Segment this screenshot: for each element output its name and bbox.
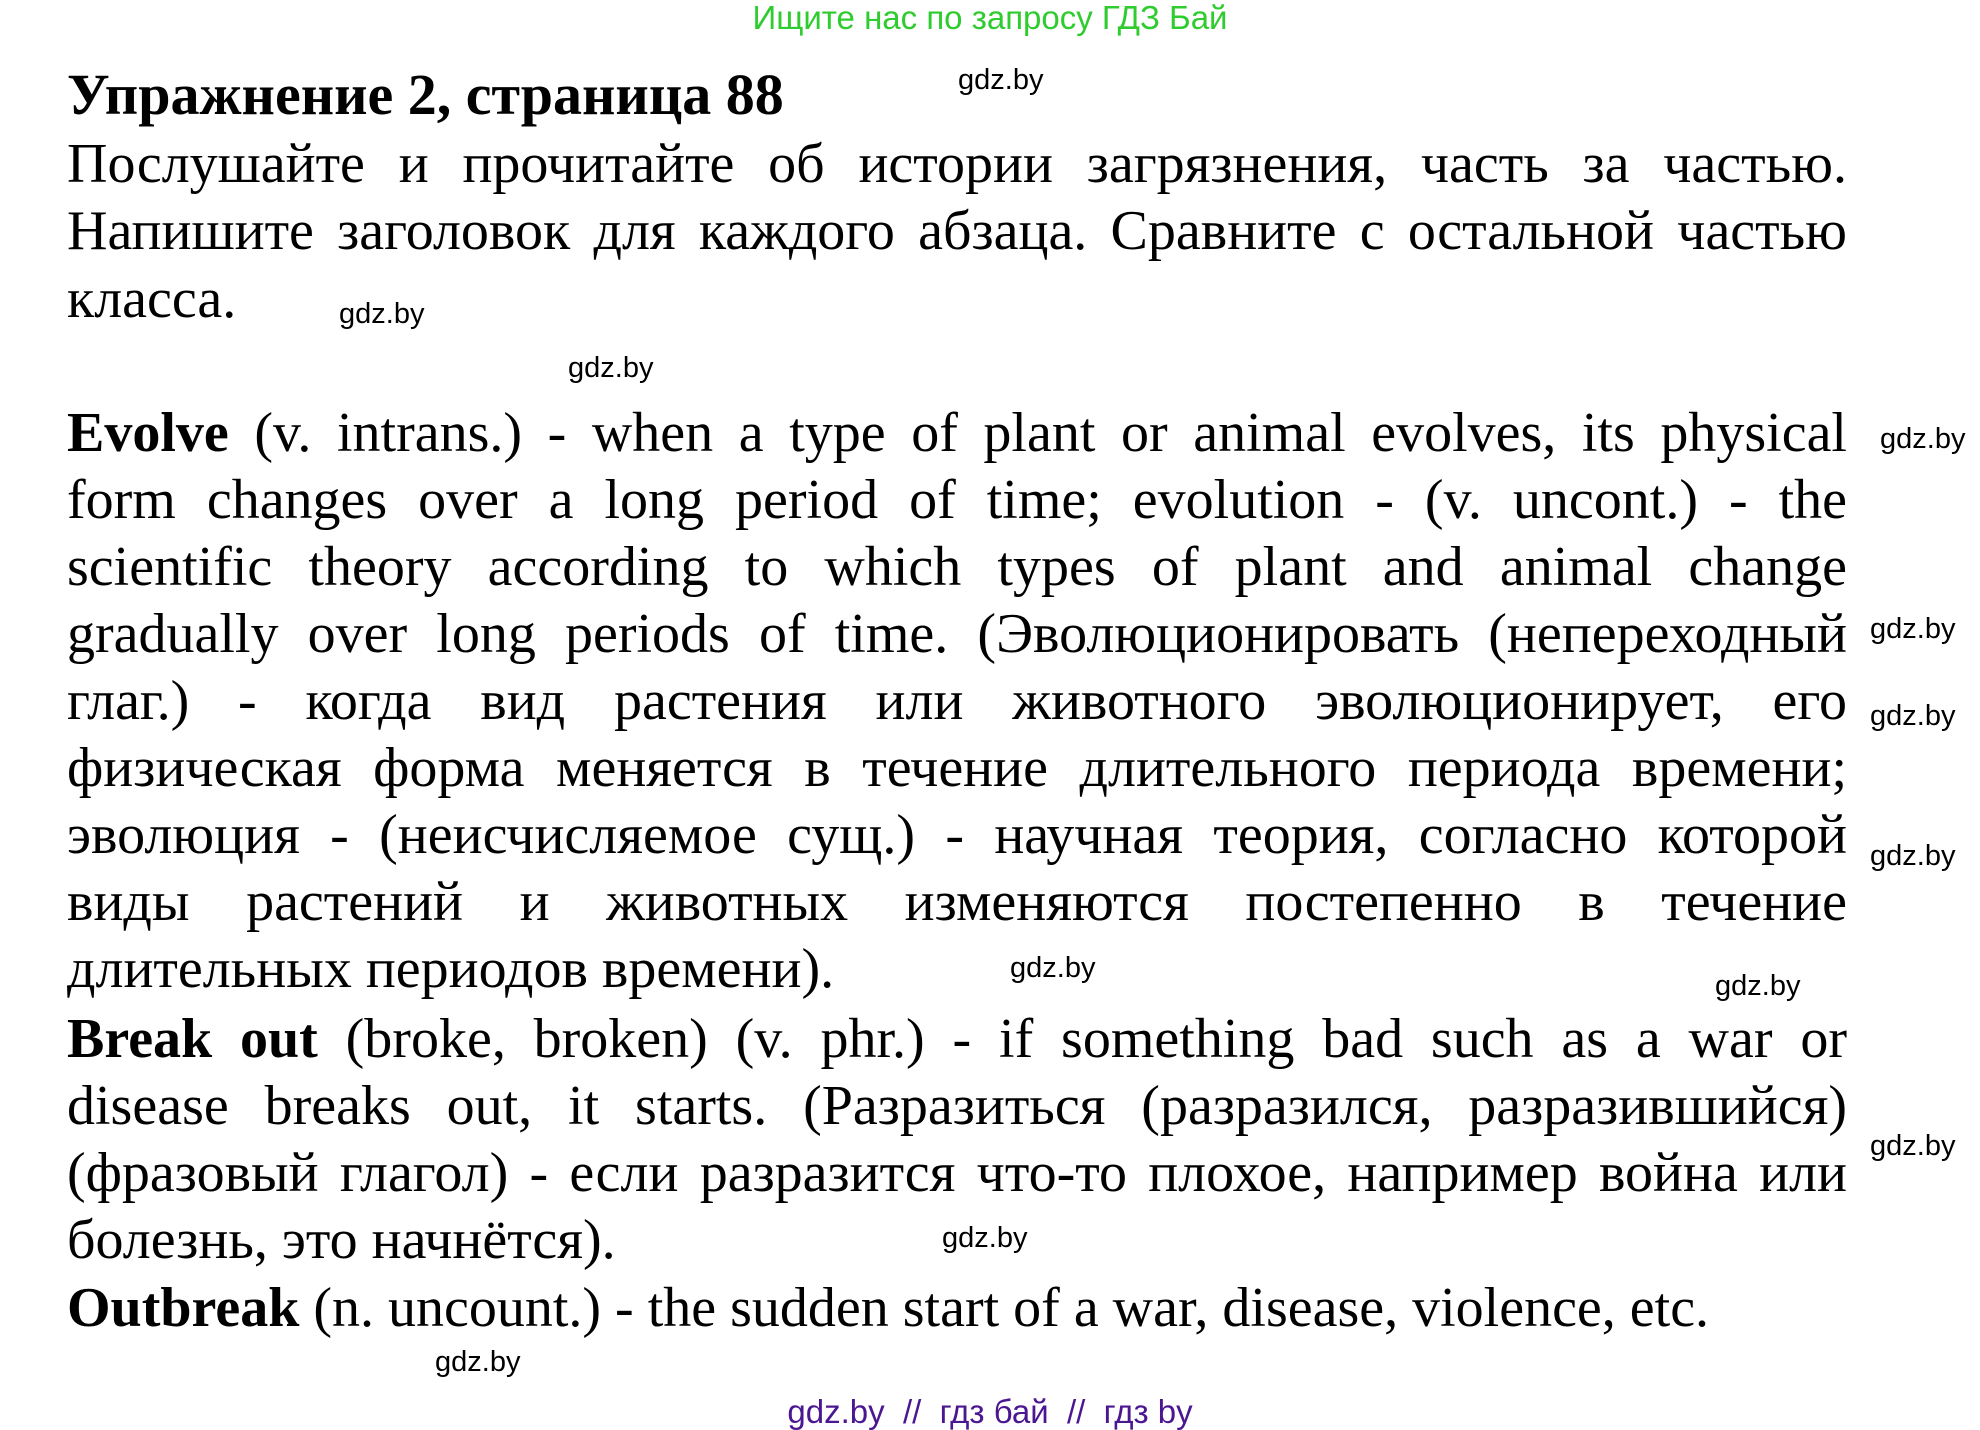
definition-text: (n. uncount.) - the sudden start of a war, disease, violence, etc. <box>299 1277 1710 1339</box>
watermark: gdz.by <box>435 1346 521 1378</box>
term-outbreak: Outbreak <box>67 1277 300 1339</box>
page-title: Упражнение 2, страница 88 <box>67 62 784 127</box>
entry-line: виды растений и животных изменяются постепенно в течение <box>67 871 1847 933</box>
definition-text: (v. intrans.) - when a type of plant or animal evolves, its physical <box>228 402 1847 464</box>
term-break-out: Break out <box>67 1008 318 1070</box>
watermark: gdz.by <box>1870 1130 1956 1162</box>
entry-outbreak-line <box>67 1275 1709 1342</box>
entry-line: глаг.) - когда вид растения или животного эволюционирует, его <box>67 670 1847 732</box>
entry-line: disease breaks out, it starts. (Разразиться (разразился, разразившийся) <box>67 1075 1847 1137</box>
watermark: gdz.by <box>339 298 425 330</box>
watermark: gdz.by <box>1880 423 1966 455</box>
entry-line: (фразовый глагол) - если разразится что-то плохое, например война или <box>67 1142 1847 1204</box>
task-line: Послушайте и прочитайте об истории загрязнения, часть за частью. <box>67 133 1847 195</box>
entry-line: gradually over long periods of time. (Эволюционировать (непереходный <box>67 603 1847 665</box>
entry-line: scientific theory according to which types of plant and animal change <box>67 536 1847 598</box>
task-line: класса. <box>67 268 237 330</box>
entry-line: эволюция - (неисчисляемое сущ.) - научная теория, согласно которой <box>67 804 1847 866</box>
watermark: gdz.by <box>1715 970 1801 1002</box>
watermark: gdz.by <box>942 1222 1028 1254</box>
term-evolve: Evolve <box>67 402 229 464</box>
entry-break-out-line <box>67 1006 1847 1073</box>
watermark: gdz.by <box>1010 952 1096 984</box>
watermark: gdz.by <box>1870 700 1956 732</box>
entry-evolve-line <box>67 400 1847 467</box>
task-line: Напишите заголовок для каждого абзаца. Сравните с остальной частью <box>67 200 1847 262</box>
footer-banner: gdz.by // гдз бай // гдз by <box>787 1393 1193 1430</box>
search-banner: Ищите нас по запросу ГДЗ Бай <box>752 0 1228 36</box>
watermark: gdz.by <box>1870 840 1956 872</box>
entry-line: физическая форма меняется в течение длительного периода времени; <box>67 737 1847 799</box>
definition-text: (broke, broken) (v. phr.) - if something bad such as a war or <box>317 1008 1847 1070</box>
watermark: gdz.by <box>568 352 654 384</box>
watermark: gdz.by <box>1870 613 1956 645</box>
entry-line: form changes over a long period of time; evolution - (v. uncont.) - the <box>67 469 1847 531</box>
watermark: gdz.by <box>958 64 1044 96</box>
entry-line: болезнь, это начнётся). <box>67 1209 616 1271</box>
entry-line: длительных периодов времени). <box>67 938 835 1000</box>
